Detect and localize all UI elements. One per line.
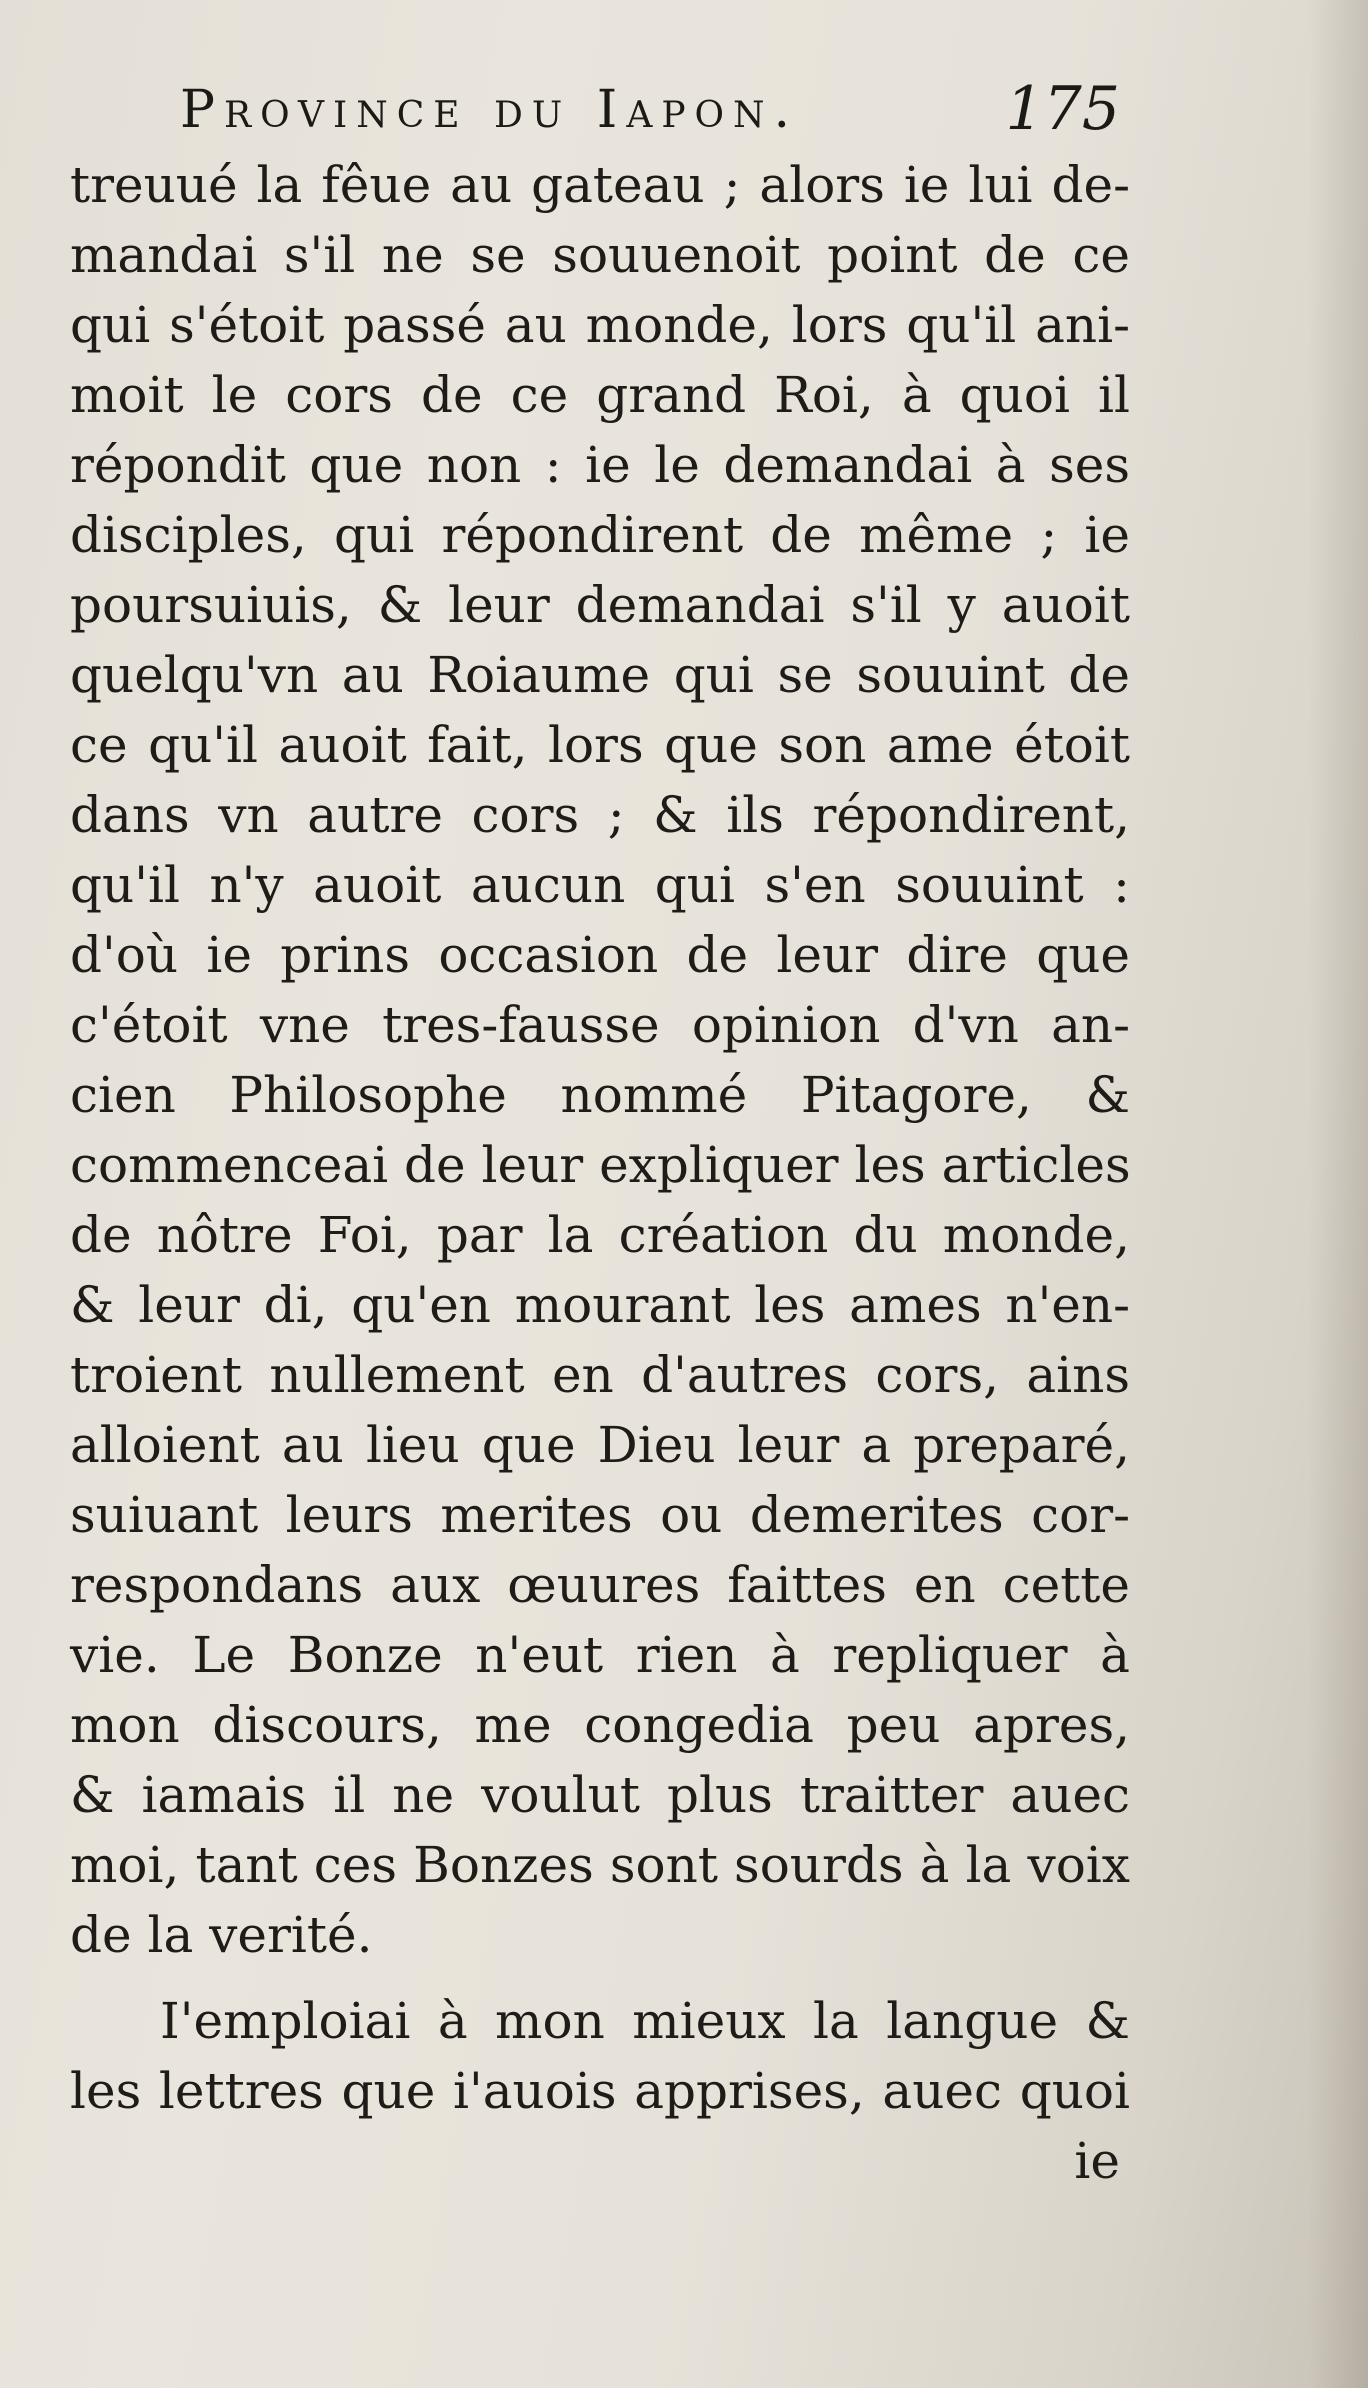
text-line: les lettres que i'auois apprises, auec quoi [70, 2062, 1130, 2120]
text-line: qui s'étoit passé au monde, lors qu'il ani- [70, 296, 1130, 354]
text-line: cien Philosophe nommé Pitagore, & [70, 1066, 1130, 1124]
text-line: c'étoit vne tres-fausse opinion d'vn an- [70, 996, 1130, 1054]
catchword-row [70, 2126, 1130, 2196]
text-line: dans vn autre cors ; & ils répondirent, [70, 786, 1130, 844]
running-head: Province du Iapon. [180, 80, 800, 140]
paragraph-gap [70, 1970, 1130, 1986]
text-line: suiuant leurs merites ou demerites cor- [70, 1486, 1130, 1544]
text-line: poursuiuis, & leur demandai s'il y auoit [70, 576, 1130, 634]
text-line: répondit que non : ie le demandai à ses [70, 436, 1130, 494]
text-line: mon discours, me congedia peu apres, [70, 1696, 1130, 1754]
body-text [70, 150, 1130, 2196]
page-header [180, 74, 1130, 160]
text-line: troient nullement en d'autres cors, ains [70, 1346, 1130, 1404]
page-number: 175 [1005, 74, 1120, 144]
text-line: moit le cors de ce grand Roi, à quoi il [70, 366, 1130, 424]
text-line: I'emploiai à mon mieux la langue & [160, 1992, 1130, 2050]
text-line: disciples, qui répondirent de même ; ie [70, 506, 1130, 564]
catchword: ie [1074, 2132, 1120, 2190]
text-line: treuué la fêue au gateau ; alors ie lui de- [70, 156, 1130, 214]
page-shadow-edge [1308, 0, 1368, 2388]
text-line: ce qu'il auoit fait, lors que son ame étoit [70, 716, 1130, 774]
text-line: & leur di, qu'en mourant les ames n'en- [70, 1276, 1130, 1334]
paragraph-2 [70, 1986, 1130, 2126]
text-line: qu'il n'y auoit aucun qui s'en souuint : [70, 856, 1130, 914]
text-line: respondans aux œuures faittes en cette [70, 1556, 1130, 1614]
text-line: mandai s'il ne se souuenoit point de ce [70, 226, 1130, 284]
text-line: commenceai de leur expliquer les articles [70, 1136, 1131, 1194]
paragraph-1 [70, 150, 1130, 1970]
text-line: quelqu'vn au Roiaume qui se souuint de [70, 646, 1130, 704]
text-line: vie. Le Bonze n'eut rien à repliquer à [70, 1626, 1130, 1684]
text-line: & iamais il ne voulut plus traitter auec [70, 1766, 1130, 1824]
text-line: alloient au lieu que Dieu leur a preparé, [70, 1416, 1130, 1474]
text-line: d'où ie prins occasion de leur dire que [70, 926, 1130, 984]
text-line: moi, tant ces Bonzes sont sourds à la voix [70, 1836, 1130, 1894]
text-line: de la verité. [70, 1906, 373, 1964]
text-line: de nôtre Foi, par la création du monde, [70, 1206, 1130, 1264]
